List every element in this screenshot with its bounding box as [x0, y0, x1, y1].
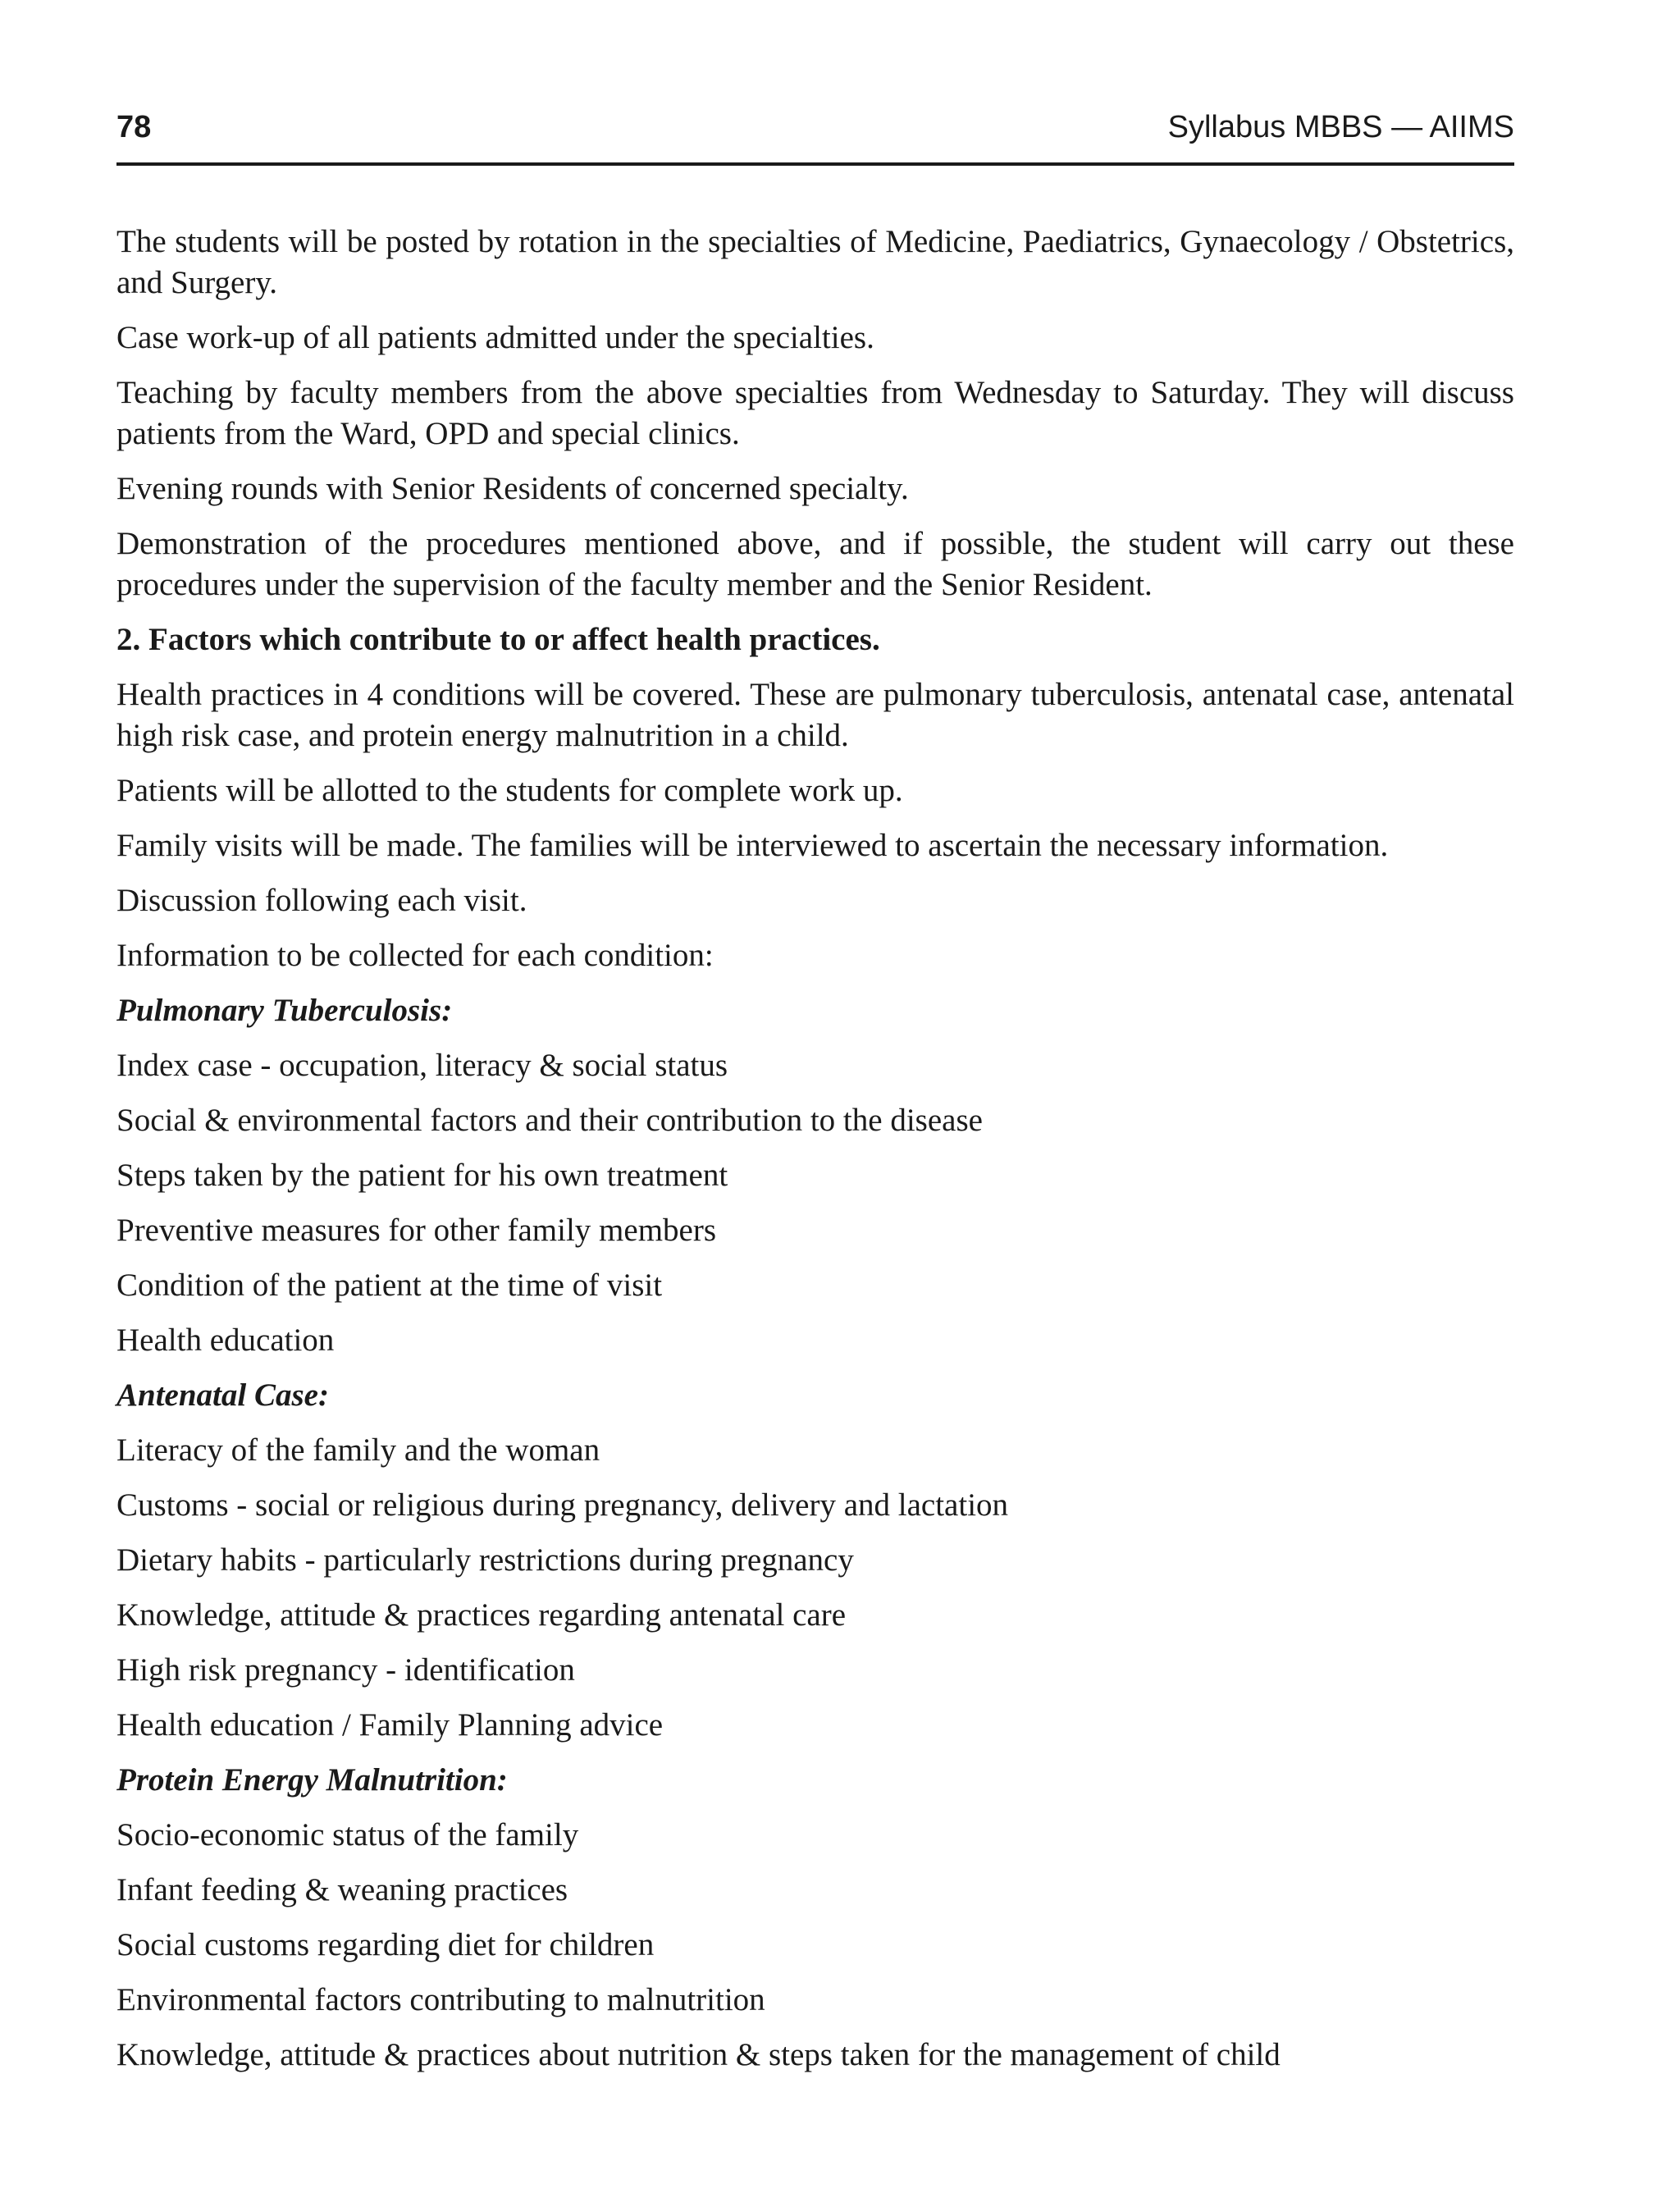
list-item: Health education / Family Planning advice	[116, 1707, 664, 1743]
list-item: Condition of the patient at the time of visit	[116, 1268, 663, 1303]
subheading-pem: Protein Energy Malnutrition:	[116, 1762, 508, 1798]
list-item: Index case - occupation, literacy & social status	[116, 1048, 728, 1083]
list-item: Social & environmental factors and their contribution to the disease	[116, 1103, 983, 1138]
list-item: Socio-economic status of the family	[116, 1817, 579, 1853]
list-item: Environmental factors contributing to malnutrition	[116, 1982, 765, 2017]
paragraph: Evening rounds with Senior Residents of concerned specialty.	[116, 471, 909, 506]
subheading-antenatal: Antenatal Case:	[116, 1377, 329, 1413]
paragraph: Family visits will be made. The families will be interviewed to ascertain the necessary information.	[116, 828, 1389, 863]
list-item: Infant feeding & weaning practices	[116, 1872, 568, 1907]
list-item: Customs - social or religious during pregnancy, delivery and lactation	[116, 1487, 1009, 1523]
list-item: Preventive measures for other family members	[116, 1213, 717, 1248]
list-item: High risk pregnancy - identification	[116, 1652, 575, 1688]
list-item: Dietary habits - particularly restrictions during pregnancy	[116, 1542, 854, 1578]
section-heading: 2. Factors which contribute to or affect health practices.	[116, 622, 880, 657]
paragraph: Patients will be allotted to the students for complete work up.	[116, 773, 903, 808]
paragraph: Case work-up of all patients admitted under the specialties.	[116, 320, 874, 355]
running-title: Syllabus MBBS — AIIMS	[1167, 110, 1514, 144]
paragraph: Demonstration of the procedures mentioned above, and if possible, the student will carry out these procedures under the supervision of the faculty member and the Senior Resident.	[116, 526, 1514, 602]
list-item: Social customs regarding diet for children	[116, 1927, 655, 1962]
page-header	[116, 108, 1514, 166]
paragraph: Information to be collected for each condition:	[116, 938, 714, 973]
paragraph: The students will be posted by rotation in the specialties of Medicine, Paediatrics, Gynaecology / Obstetrics, and Surgery.	[116, 224, 1514, 300]
list-item: Health education	[116, 1323, 335, 1358]
paragraph: Discussion following each visit.	[116, 883, 527, 918]
page-body	[116, 222, 1514, 2090]
list-item: Knowledge, attitude & practices about nutrition & steps taken for the management of child	[116, 2037, 1281, 2072]
page-number: 78	[116, 110, 152, 144]
list-item: Knowledge, attitude & practices regarding antenatal care	[116, 1597, 847, 1633]
paragraph: Teaching by faculty members from the above specialties from Wednesday to Saturday. They will discuss patients from the Ward, OPD and special clinics.	[116, 375, 1514, 451]
paragraph: Health practices in 4 conditions will be covered. These are pulmonary tuberculosis, antenatal case, antenatal high risk case, and protein energy malnutrition in a child.	[116, 677, 1514, 753]
list-item: Steps taken by the patient for his own treatment	[116, 1158, 728, 1193]
list-item: Literacy of the family and the woman	[116, 1432, 600, 1468]
subheading-tuberculosis: Pulmonary Tuberculosis:	[116, 993, 453, 1028]
